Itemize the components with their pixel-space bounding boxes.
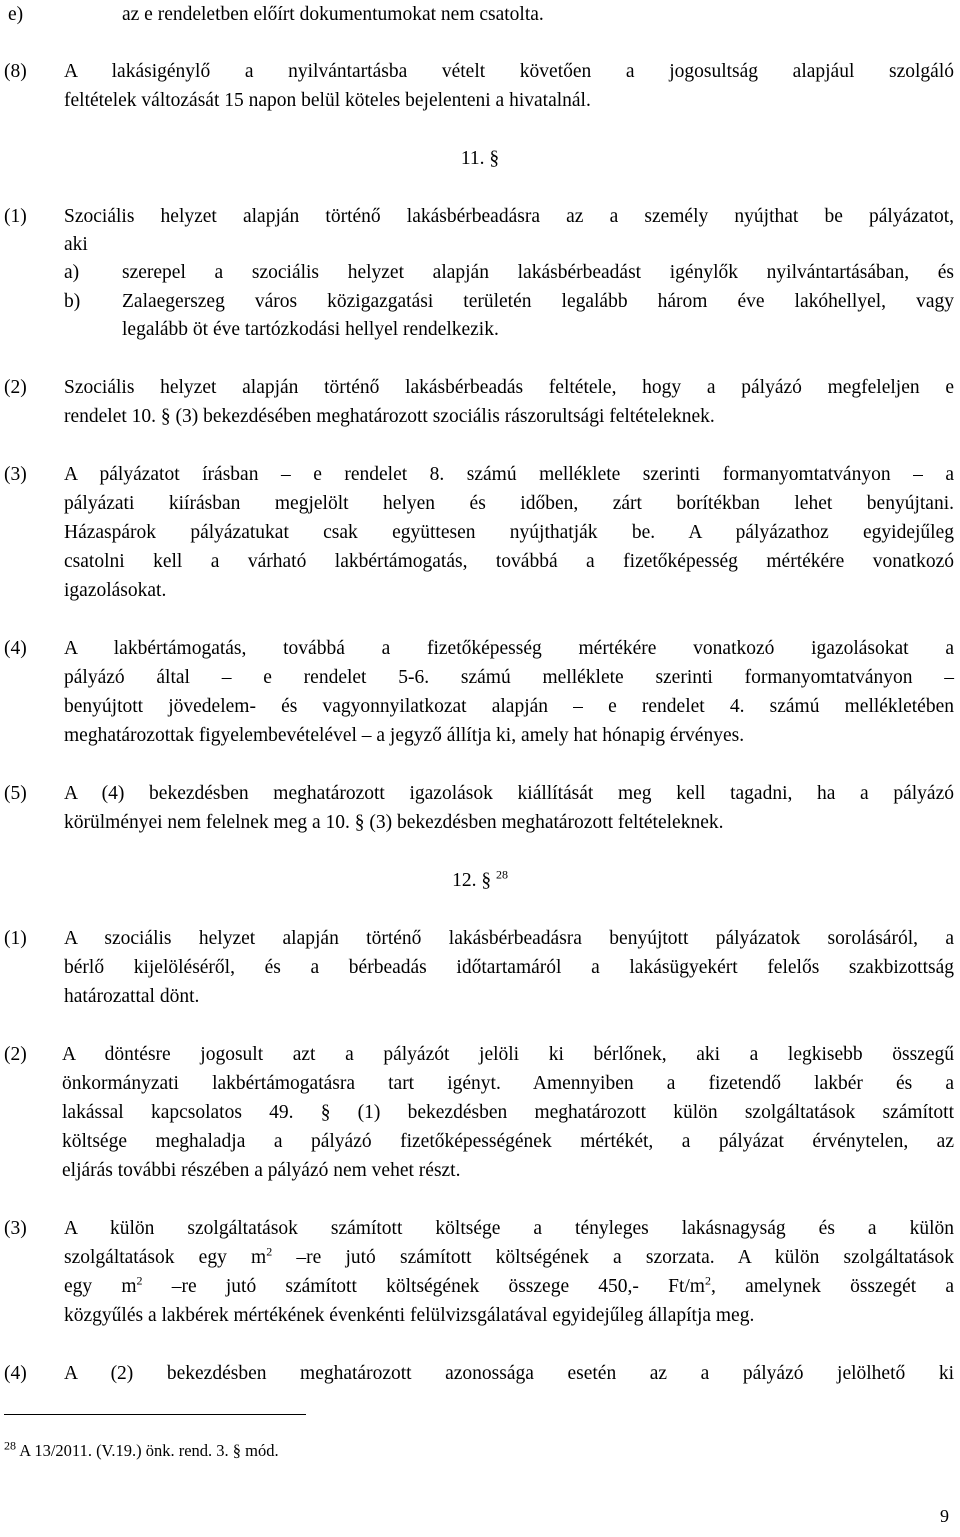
s11-p3-line-1: A pályázatot írásban – e rendelet 8. számú melléklete szerinti formanyomtatványon – a	[64, 464, 954, 485]
section-11-heading: 11. §	[460, 148, 500, 169]
s12-p3-line-3-sup-2: 2	[704, 1273, 711, 1288]
s11-p2-line-2: rendelet 10. § (3) bekezdésében meghatározott szociális rászorultsági feltételeknek.	[64, 406, 715, 427]
s12-label-3: (3)	[4, 1218, 27, 1239]
para-label-8: (8)	[4, 61, 27, 82]
para-8-line-2: feltételek változását 15 napon belül köteles bejelenteni a hivatalnál.	[64, 90, 591, 111]
s12-p3-line-2-part-b: –re jutó számított költségének a szorzata. A külön szolgáltatások	[272, 1247, 955, 1268]
para-8-line-1: A lakásigénylő a nyilvántartásba vételt követően a jogosultság alapjául szolgáló	[64, 61, 954, 82]
s11-p4-line-2: pályázó által – e rendelet 5-6. számú melléklete szerinti formanyomtatványon –	[64, 667, 954, 688]
section-12-footnote-ref[interactable]: 28	[495, 867, 508, 882]
s11-p3-line-5: igazolásokat.	[64, 580, 167, 601]
footnote-text: A 13/2011. (V.19.) önk. rend. 3. § mód.	[16, 1441, 279, 1460]
s12-p2-line-5: eljárás további részében a pályázó nem vehet részt.	[62, 1160, 461, 1181]
s11-p1-line-1: Szociális helyzet alapján történő lakásbérbeadásra az a személy nyújthat be pályázatot,	[64, 206, 954, 227]
s11-p5-line-2: körülményei nem felelnek meg a 10. § (3) bekezdésben meghatározott feltételeknek.	[64, 812, 724, 833]
s11-label-1: (1)	[4, 206, 27, 227]
s11-p2-line-1: Szociális helyzet alapján történő lakásbérbeadás feltétele, hogy a pályázó megfeleljen e	[64, 377, 954, 398]
s11-p4-line-1: A lakbértámogatás, továbbá a fizetőképesség mértékére vonatkozó igazolásokat a	[64, 638, 954, 659]
section-12-heading	[0, 866, 960, 895]
s11-item-label-a: a)	[64, 262, 80, 283]
s12-p1-line-1: A szociális helyzet alapján történő lakásbérbeadásra benyújtott pályázatok sorolásáról, a	[64, 928, 954, 949]
s12-p3-line-3-part-b: –re jutó számított költségének összege 450,- Ft/m	[142, 1276, 705, 1297]
footnote-separator	[4, 1414, 306, 1415]
s11-item-label-b: b)	[64, 291, 81, 312]
s11-label-4: (4)	[4, 638, 27, 659]
item-label-e: e)	[8, 4, 24, 25]
footnote-number: 28	[4, 1438, 16, 1453]
s12-p3-line-4: közgyűlés a lakbérek mértékének évenkénti felülvizsgálatával egyidejűleg állapítja meg.	[64, 1305, 755, 1326]
s12-p4-line-1: A (2) bekezdésben meghatározott azonossága esetén az a pályázó jelölhető ki	[64, 1363, 954, 1384]
s11-p4-line-4: meghatározottak figyelembevételével – a jegyző állítja ki, amely hat hónapig érvényes.	[64, 725, 745, 746]
s12-p3-line-2	[64, 1243, 954, 1272]
s12-p2-line-1: A döntésre jogosult azt a pályázót jelöli ki bérlőnek, aki a legkisebb összegű	[62, 1044, 954, 1065]
s11-p3-line-2: pályázati kiírásban megjelölt helyen és időben, zárt borítékban lehet benyújtani.	[64, 493, 954, 514]
s11-item-a: szerepel a szociális helyzet alapján lakásbérbeadást igénylők nyilvántartásában, és	[122, 262, 954, 283]
page-number: 9	[940, 1506, 949, 1526]
s12-p1-line-2: bérlő kijelöléséről, és a bérbeadás időtartamáról a lakásügyekért felelős szakbizottság	[64, 957, 954, 978]
s12-p2-line-4: költsége meghaladja a pályázó fizetőképességének mértékét, a pályázat érvénytelen, az	[62, 1131, 954, 1152]
s12-label-2: (2)	[4, 1044, 27, 1065]
s11-p3-line-4: csatolni kell a várható lakbértámogatás, továbbá a fizetőképesség mértékére vonatkozó	[64, 551, 954, 572]
s12-p3-line-3	[64, 1272, 954, 1301]
section-12-heading-text: 12. §	[452, 870, 492, 891]
s12-label-1: (1)	[4, 928, 27, 949]
s11-item-b-line-1: Zalaegerszeg város közigazgatási területén legalább három éve lakóhellyel, vagy	[122, 291, 954, 312]
s11-p3-line-3: Házaspárok pályázatukat csak együttesen nyújthatják be. A pályázathoz egyidejűleg	[64, 522, 954, 543]
s12-p1-line-3: határozattal dönt.	[64, 986, 200, 1007]
s12-p3-line-3-sup: 2	[136, 1273, 143, 1288]
s11-p4-line-3: benyújtott jövedelem- és vagyonnyilatkozat alapján – e rendelet 4. számú mellékletében	[64, 696, 954, 717]
s12-p2-line-2: önkormányzati lakbértámogatásra tart igényt. Amennyiben a fizetendő lakbér és a	[62, 1073, 954, 1094]
s11-label-2: (2)	[4, 377, 27, 398]
footnote-28	[4, 1440, 279, 1462]
s11-item-b-line-2: legalább öt éve tartózkodási hellyel rendelkezik.	[122, 319, 499, 340]
s12-p3-line-3-part-c: , amelynek összegét a	[710, 1276, 955, 1297]
s11-label-5: (5)	[4, 783, 27, 804]
s12-p3-line-3-part-a: egy m	[64, 1276, 137, 1297]
s12-p3-line-1: A külön szolgáltatások számított költsége a tényleges lakásnagyság és a külön	[64, 1218, 954, 1239]
s11-label-3: (3)	[4, 464, 27, 485]
s12-p3-line-2-sup: 2	[266, 1244, 273, 1259]
s12-label-4: (4)	[4, 1363, 27, 1384]
s12-p3-line-2-part-a: szolgáltatások egy m	[64, 1247, 267, 1268]
s11-p1-line-2: aki	[64, 234, 88, 255]
s12-p2-line-3: lakással kapcsolatos 49. § (1) bekezdésben meghatározott külön szolgáltatások számított	[62, 1102, 954, 1123]
s11-p5-line-1: A (4) bekezdésben meghatározott igazolások kiállítását meg kell tagadni, ha a pályázó	[64, 783, 954, 804]
item-text-e: az e rendeletben előírt dokumentumokat nem csatolta.	[122, 4, 544, 25]
